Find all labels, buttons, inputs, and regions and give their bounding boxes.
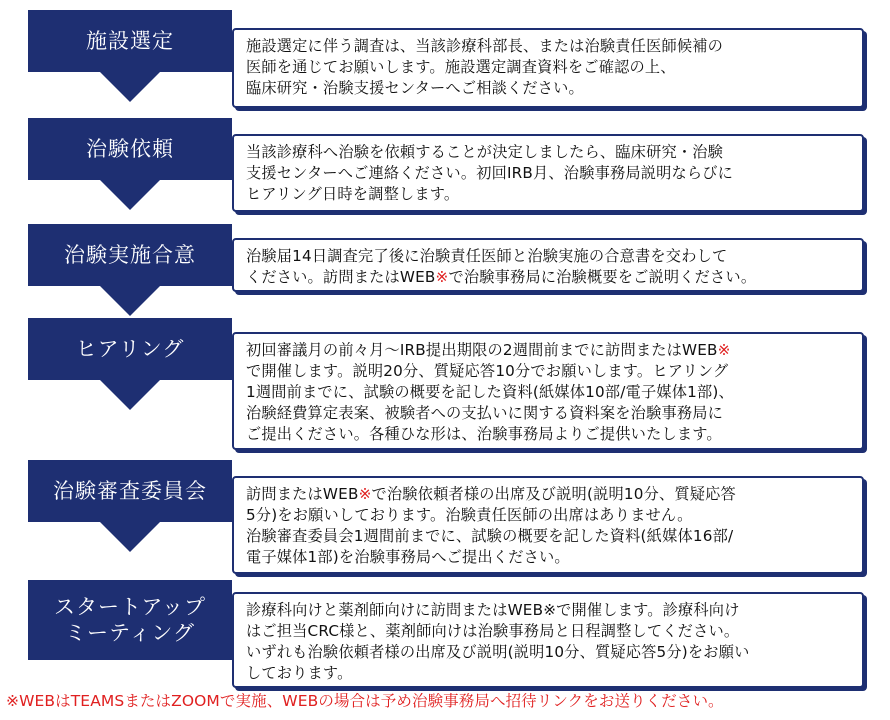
description-line: 治験届14日調査完了後に治験責任医師と治験実施の合意書を交わして [246,247,728,265]
description-line: ヒアリング日時を調整します。 [246,185,460,203]
description-line: 当該診療科へ治験を依頼することが決定しましたら、臨床研究・治験 [246,143,724,161]
description-line: 支援センターへご連絡ください。初回IRB月、治験事務局説明ならびに [246,164,734,182]
label-line: ミーティング [65,621,195,645]
text-segment: で治験事務局に治験概要をご説明ください。 [448,268,757,286]
description-line: 診療科向けと薬剤師向けに訪問またはWEB※で開催します。診療科向け [246,601,740,619]
down-arrow-icon [100,522,160,552]
step-label-irb: 治験審査委員会 [28,460,232,522]
description-line: 1週間前までに、試験の概要を記した資料(紙媒体10部/電子媒体1部)、 [246,383,734,401]
step-description-startup-meeting [232,592,864,688]
description-line: で開催します。説明20分、質疑応答10分でお願いします。ヒアリング [246,362,729,380]
step-label-trial-request: 治験依頼 [28,118,232,180]
description-line: 臨床研究・治験支援センターへご相談ください。 [246,79,584,97]
down-arrow-icon [100,180,160,210]
description-line [246,484,852,505]
step-description-hearing [232,332,864,450]
note-mark: ※ [717,341,731,359]
description-line: 5分)をお願いしております。治験責任医師の出席はありません。 [246,506,693,524]
description-line [246,267,852,288]
down-arrow-icon [100,380,160,410]
description-line: 医師を通じてお願いします。施設選定調査資料をご確認の上、 [246,58,676,76]
description-line: 治験経費算定表案、被験者への支払いに関する資料案を治験事務局に [246,404,724,422]
note-mark: ※ [358,485,372,503]
description-line: 電子媒体1部)を治験事務局へご提出ください。 [246,548,570,566]
description-line: 治験審査委員会1週間前までに、試験の概要を記した資料(紙媒体16部/ [246,527,734,545]
down-arrow-icon [100,286,160,316]
description-line: しております。 [246,664,353,682]
label-line: スタートアップ [54,595,206,619]
text-segment: ください。訪問またはWEB [246,268,436,286]
step-description-irb [232,476,864,574]
text-segment: で治験依頼者様の出席及び説明(説明10分、質疑応答 [371,485,736,503]
step-label-site-selection: 施設選定 [28,10,232,72]
step-description-trial-agreement [232,238,864,292]
footnote: ※WEBはTEAMSまたはZOOMで実施、WEBの場合は予め治験事務局へ招待リンクをお送りください。 [6,692,724,710]
step-label-startup-meeting [28,580,232,660]
text-segment: 訪問またはWEB [246,485,359,503]
down-arrow-icon [100,72,160,102]
description-line: いずれも治験依頼者様の出席及び説明(説明10分、質疑応答5分)をお願い [246,643,750,661]
description-line: はご担当CRC様と、薬剤師向けは治験事務局と日程調整してください。 [246,622,740,640]
step-description-trial-request [232,134,864,212]
step-description-site-selection [232,28,864,108]
step-label-hearing: ヒアリング [28,318,232,380]
text-segment: 初回審議月の前々月～IRB提出期限の2週間前までに訪問またはWEB [246,341,718,359]
description-line: ご提出ください。各種ひな形は、治験事務局よりご提供いたします。 [246,425,722,443]
step-label-trial-agreement: 治験実施合意 [28,224,232,286]
description-line [246,340,852,361]
description-line: 施設選定に伴う調査は、当該診療科部長、または治験責任医師候補の [246,37,724,55]
note-mark: ※ [435,268,449,286]
